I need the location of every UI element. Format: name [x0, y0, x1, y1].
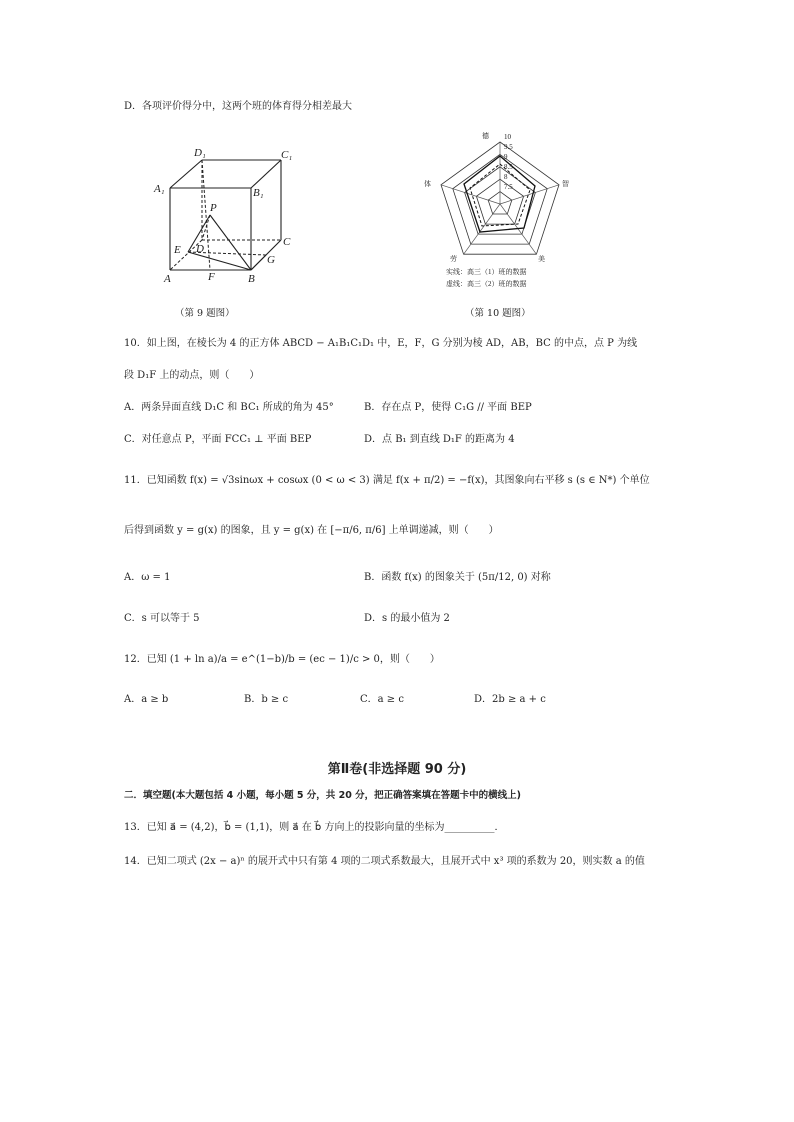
- label-p: P: [210, 202, 217, 214]
- legend-dashed: 虚线：高三（2）班的数据: [446, 280, 527, 288]
- edge: [170, 160, 202, 188]
- label-f: F: [208, 271, 215, 283]
- axis-label-ti: 体: [424, 180, 431, 188]
- q12-option-c: C．a ≥ c: [360, 694, 404, 705]
- tick-10: 10: [504, 133, 511, 141]
- axis-label-zhi: 智: [562, 180, 569, 188]
- q12-stem: 12．已知 (1 + ln a)/a = e^(1−b)/b = (ec − 1)/c > 0，则（ ）: [124, 654, 440, 665]
- label-c1: C₁: [281, 149, 293, 161]
- axis-label-mei: 美: [538, 255, 545, 263]
- q10-stem-2: 段 D₁F 上的动点，则（ ）: [124, 370, 260, 381]
- figure-9-cube: [150, 140, 310, 290]
- q14: 14．已知二项式 (2x − a)ⁿ 的展开式中只有第 4 项的二项式系数最大，且展开式中 x³ 项的系数为 20，则实数 a 的值: [124, 856, 645, 867]
- label-a: A: [164, 273, 171, 285]
- axis-label-de: 德: [482, 132, 489, 140]
- q11-option-d: D．s 的最小值为 2: [364, 613, 450, 624]
- q10-option-b: B．存在点 P，使得 C₁G // 平面 BEP: [364, 402, 532, 413]
- q12-option-b: B．b ≥ c: [244, 694, 289, 705]
- q10-stem-1: 10．如上图，在棱长为 4 的正方体 ABCD − A₁B₁C₁D₁ 中，E，F，G 分别为棱 AD，AB，BC 的中点，点 P 为线: [124, 338, 638, 349]
- tick-9.5: 9.5: [504, 143, 513, 151]
- q13: 13．已知 a⃗ = (4,2)，b⃗ = (1,1)，则 a⃗ 在 b⃗ 方向上的投影向量的坐标为__________．: [124, 822, 505, 833]
- figure-10-radar: [420, 128, 580, 293]
- label-e: E: [174, 244, 181, 256]
- part-2-title: 第Ⅱ卷(非选择题 90 分): [327, 762, 467, 777]
- q11-option-a: A．ω = 1: [124, 572, 171, 583]
- label-g: G: [267, 254, 275, 266]
- section-2-heading: 二．填空题(本大题包括 4 小题，每小题 5 分，共 20 分，把正确答案填在答题卡中的横线上): [124, 790, 521, 801]
- tick-9: 9: [504, 153, 508, 161]
- axis-label-lao: 劳: [450, 255, 457, 263]
- q11-option-b: B．函数 f(x) 的图象关于 (5π/12, 0) 对称: [364, 572, 551, 583]
- figure-10-caption: （第 10 题图）: [465, 308, 531, 319]
- q11-option-c: C．s 可以等于 5: [124, 613, 200, 624]
- radar-axis: [464, 204, 500, 254]
- label-b: B: [248, 273, 255, 285]
- label-d: D: [196, 243, 204, 255]
- legend-solid: 实线：高三（1）班的数据: [446, 268, 527, 276]
- figure-9-caption: （第 9 题图）: [175, 308, 235, 319]
- q9-option-d: D．各项评价得分中，这两个班的体育得分相差最大: [124, 101, 353, 112]
- tick-8.5: 8.5: [504, 163, 513, 171]
- tick-8: 8: [504, 173, 508, 181]
- q12-option-a: A．a ≥ b: [124, 694, 169, 705]
- edge: [251, 255, 266, 270]
- edge: [210, 215, 251, 270]
- label-c: C: [283, 236, 291, 248]
- label-d1: D₁: [194, 147, 206, 159]
- tick-7.5: 7.5: [504, 183, 513, 191]
- q11-stem-2: 后得到函数 y = g(x) 的图象，且 y = g(x) 在 [−π/6, π/6] 上单调递减，则（ ）: [124, 525, 499, 536]
- label-a1: A₁: [154, 183, 165, 195]
- edge: [251, 160, 281, 188]
- q12-option-d: D．2b ≥ a + c: [474, 694, 546, 705]
- q10-option-a: A．两条异面直线 D₁C 和 BC₁ 所成的角为 45°: [124, 402, 334, 413]
- q10-option-c: C．对任意点 P，平面 FCC₁ ⊥ 平面 BEP: [124, 434, 312, 445]
- label-b1: B₁: [253, 187, 264, 199]
- q10-option-d: D．点 B₁ 到直线 D₁F 的距离为 4: [364, 434, 515, 445]
- q11-stem-1: 11．已知函数 f(x) = √3sinωx + cosωx (0 < ω < 3) 满足 f(x + π/2) = −f(x)，其图象向右平移 s (s ∈ N*) 个单位: [124, 475, 650, 486]
